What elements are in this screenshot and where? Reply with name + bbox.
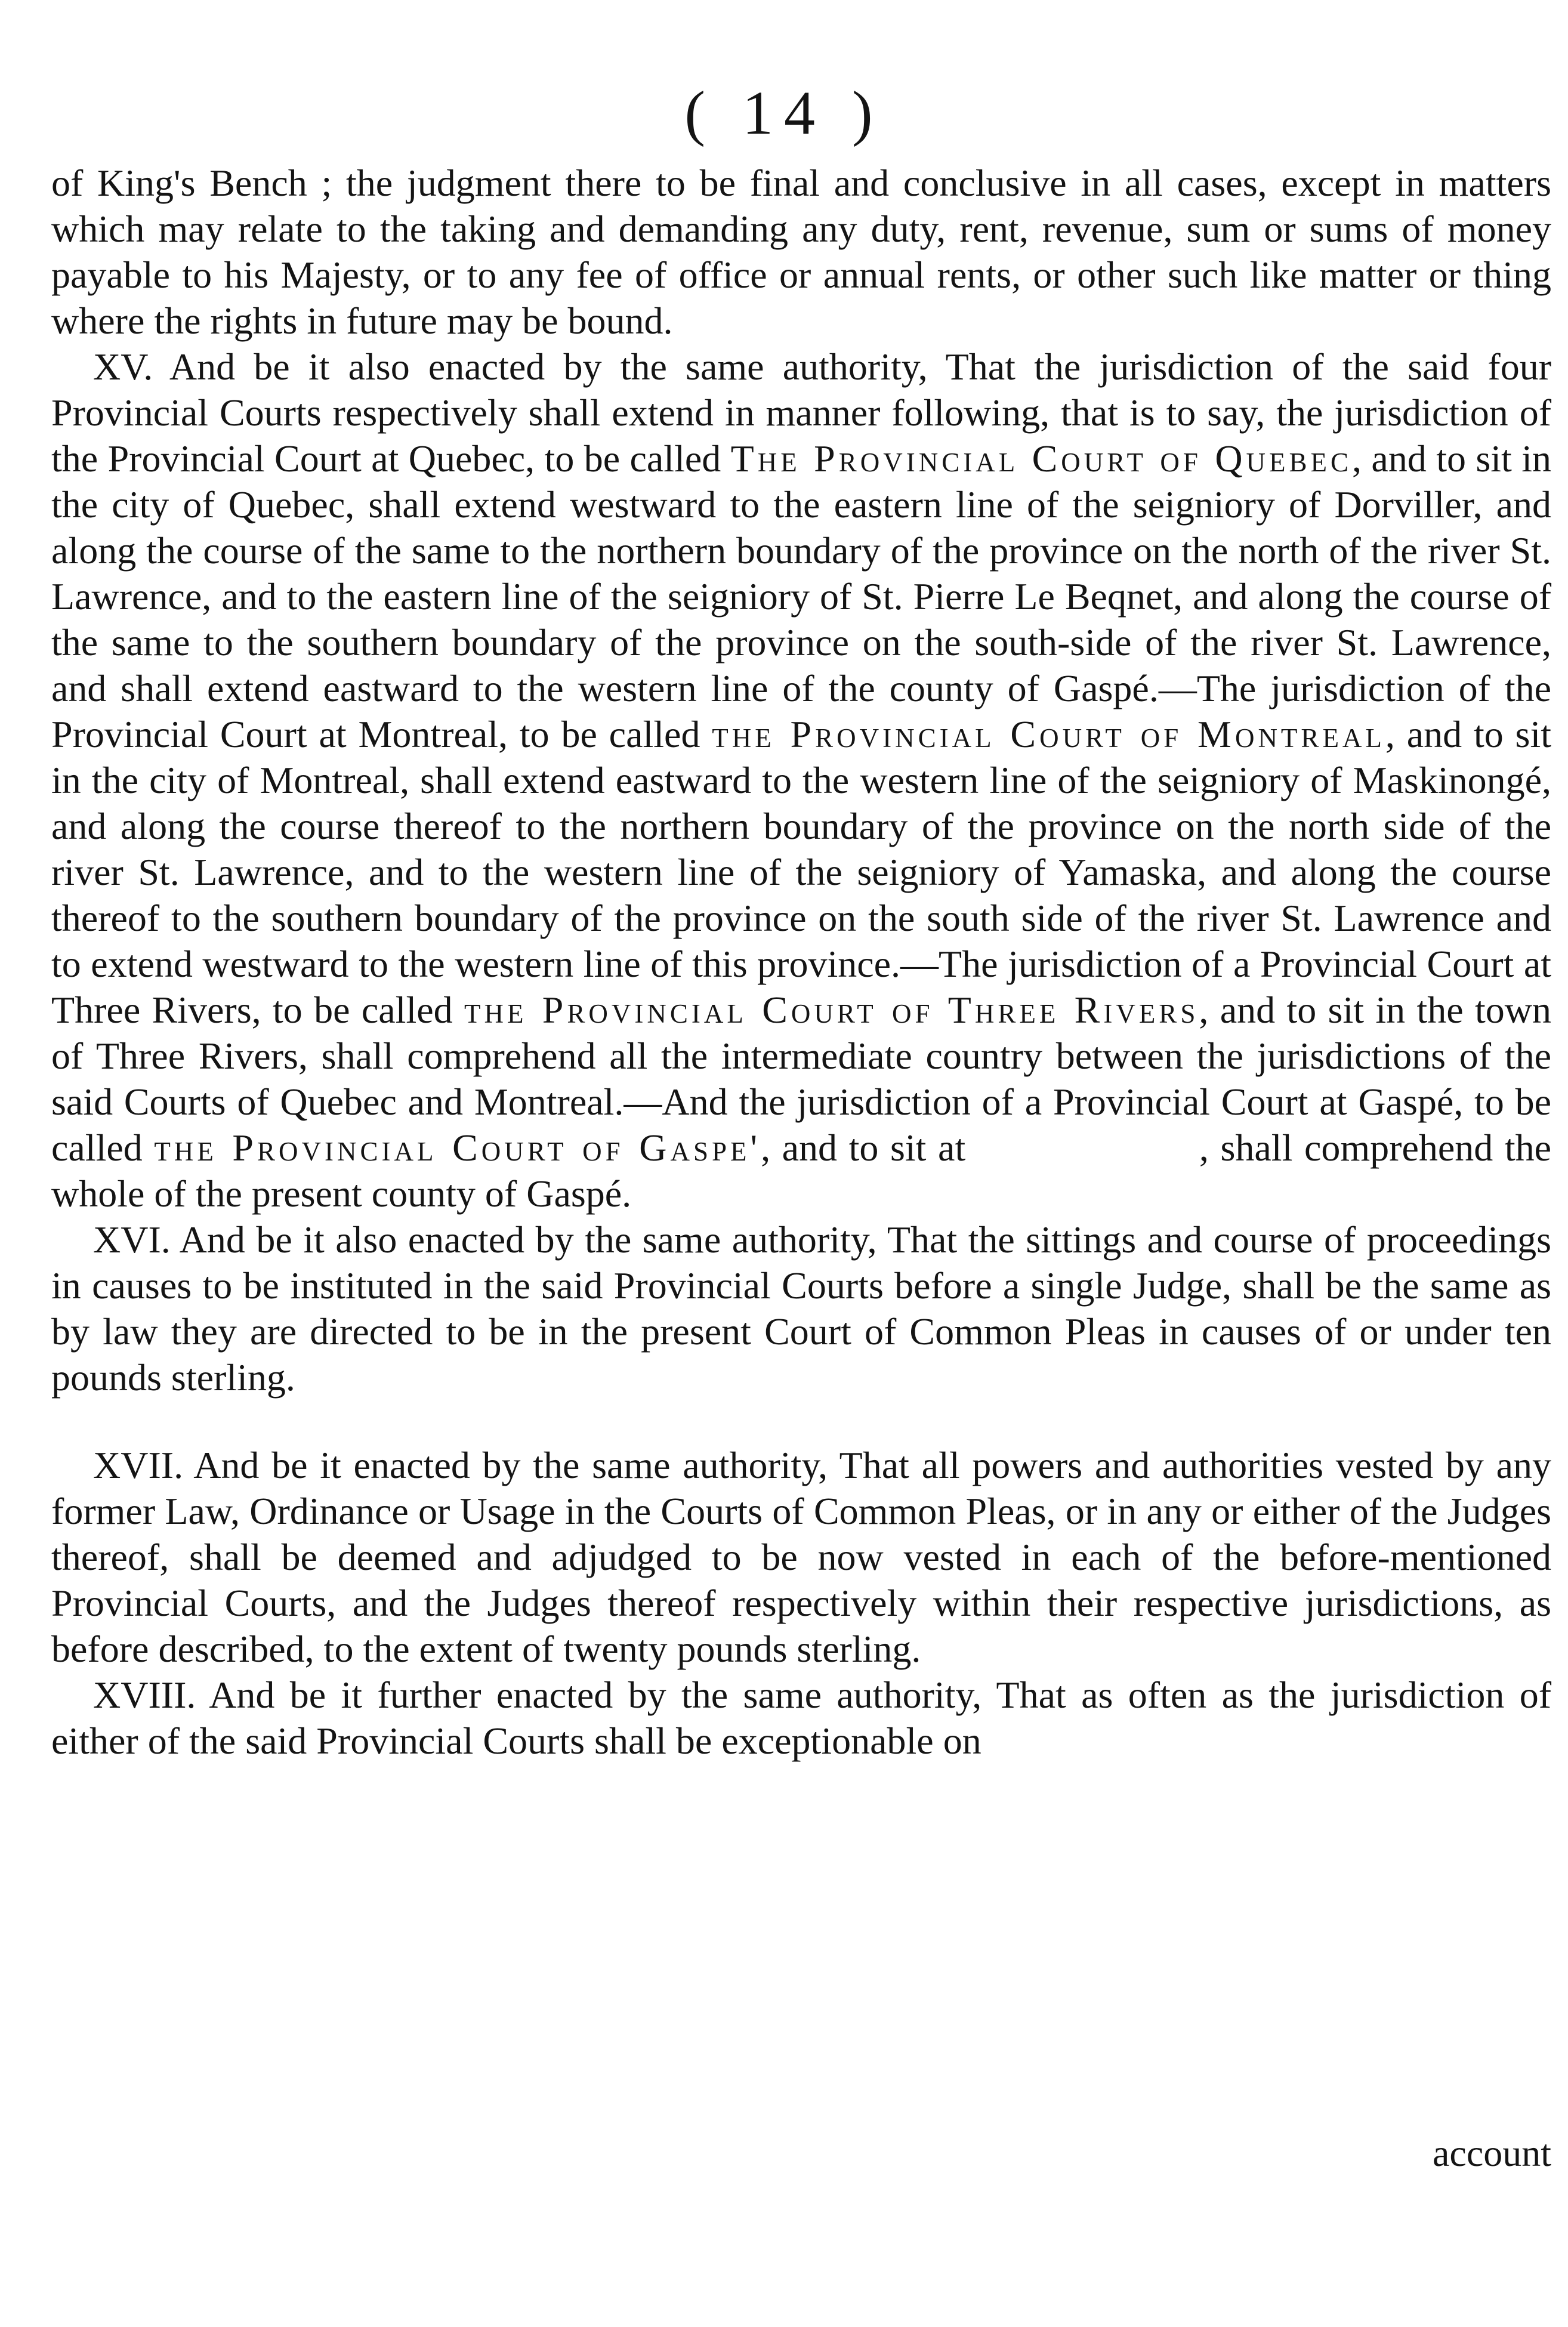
page-number: ( 14 ) <box>684 79 884 147</box>
section-xv-text-1: XV. And be it also enacted by the same authority, That the jurisdiction of the said four Provincial Courts respectively shall extend in manner following, that is to say, the jurisdiction of the Provincial Court at Quebec, to be called <box>51 345 1551 480</box>
section-xv-text-3: , and to sit in the city of Montreal, shall extend eastward to the western line of the seigniory of Maskinongé, and along the course thereof to the northern boundary of the province on the north side of the river St. Lawrence, and to the western line of the seigniory of Yamaska, and along the course thereof to the southern boundary of the province on the south side of the river St. Lawrence and to extend westward to the western line of this province.—The jurisdiction of a Provincial Court at Three Rivers, to be called <box>51 713 1552 1031</box>
paragraph-section-xvi: XVI. And be it also enacted by the same authority, That the sittings and course of proceedings in causes to be instituted in the said Provincial Courts before a single Judge, shall be the same as by law they are directed to be in the present Court of Common Pleas in causes of or under ten pounds sterling. <box>51 1218 1551 1399</box>
section-xv-text-5: , and to sit at , shall comprehend the whole of the present county of Gaspé. <box>51 1127 1561 1215</box>
section-xv-text-4: , and to sit in the town of Three Rivers, shall comprehend all the intermediate country between the jurisdictions of the said Courts of Quebec and Montreal.—And the jurisdiction of a Provincial Court at Gaspé, to be called <box>51 989 1552 1169</box>
catchword: account <box>1433 2132 1551 2174</box>
court-name-three-rivers: the Provincial Court of Three Rivers <box>464 989 1199 1031</box>
court-name-gaspe: the Provincial Court of Gaspe' <box>154 1127 761 1169</box>
court-name-quebec: The Provincial Court of Quebec <box>730 437 1353 480</box>
paragraph-section-xvii: XVII. And be it enacted by the same authority, That all powers and authorities vested by any former Law, Ordinance or Usage in the Courts of Common Pleas, or in any or either of the Judges thereof, shall be deemed and adjudged to be now vested in each of the before-mentioned Provincial Courts, and the Judges thereof respectively within their respective jurisdictions, as before described, to the extent of twenty pounds sterling. <box>51 1444 1551 1670</box>
paragraph-section-xviii: XVIII. And be it further enacted by the same authority, That as often as the jurisdiction of either of the said Provincial Courts shall be exceptionable on <box>51 1674 1551 1762</box>
paragraph-section-xv <box>51 344 1561 1217</box>
body-text <box>51 160 1561 1764</box>
paragraph-kings-bench-continuation: of King's Bench ; the judgment there to be final and conclusive in all cases, except in matters which may relate to the taking and demanding any duty, rent, revenue, sum or sums of money payable to his Majesty, or to any fee of office or annual rents, or other such like matter or thing where the rights in future may be bound. <box>51 162 1551 342</box>
section-xv-text-2: , and to sit in the city of Quebec, shall extend westward to the eastern line of the seigniory of Dorviller, and along the course of the same to the northern boundary of the province on the north of the river St. Lawrence, and to the eastern line of the seigniory of St. Pierre Le Beqnet, and along the course of the same to the southern boundary of the province on the south-side of the river St. Lawrence, and shall extend eastward to the western line of the county of Gaspé.—The jurisdiction of the Provincial Court at Montreal, to be called <box>51 437 1551 755</box>
court-name-montreal: the Provincial Court of Montreal <box>712 713 1385 755</box>
